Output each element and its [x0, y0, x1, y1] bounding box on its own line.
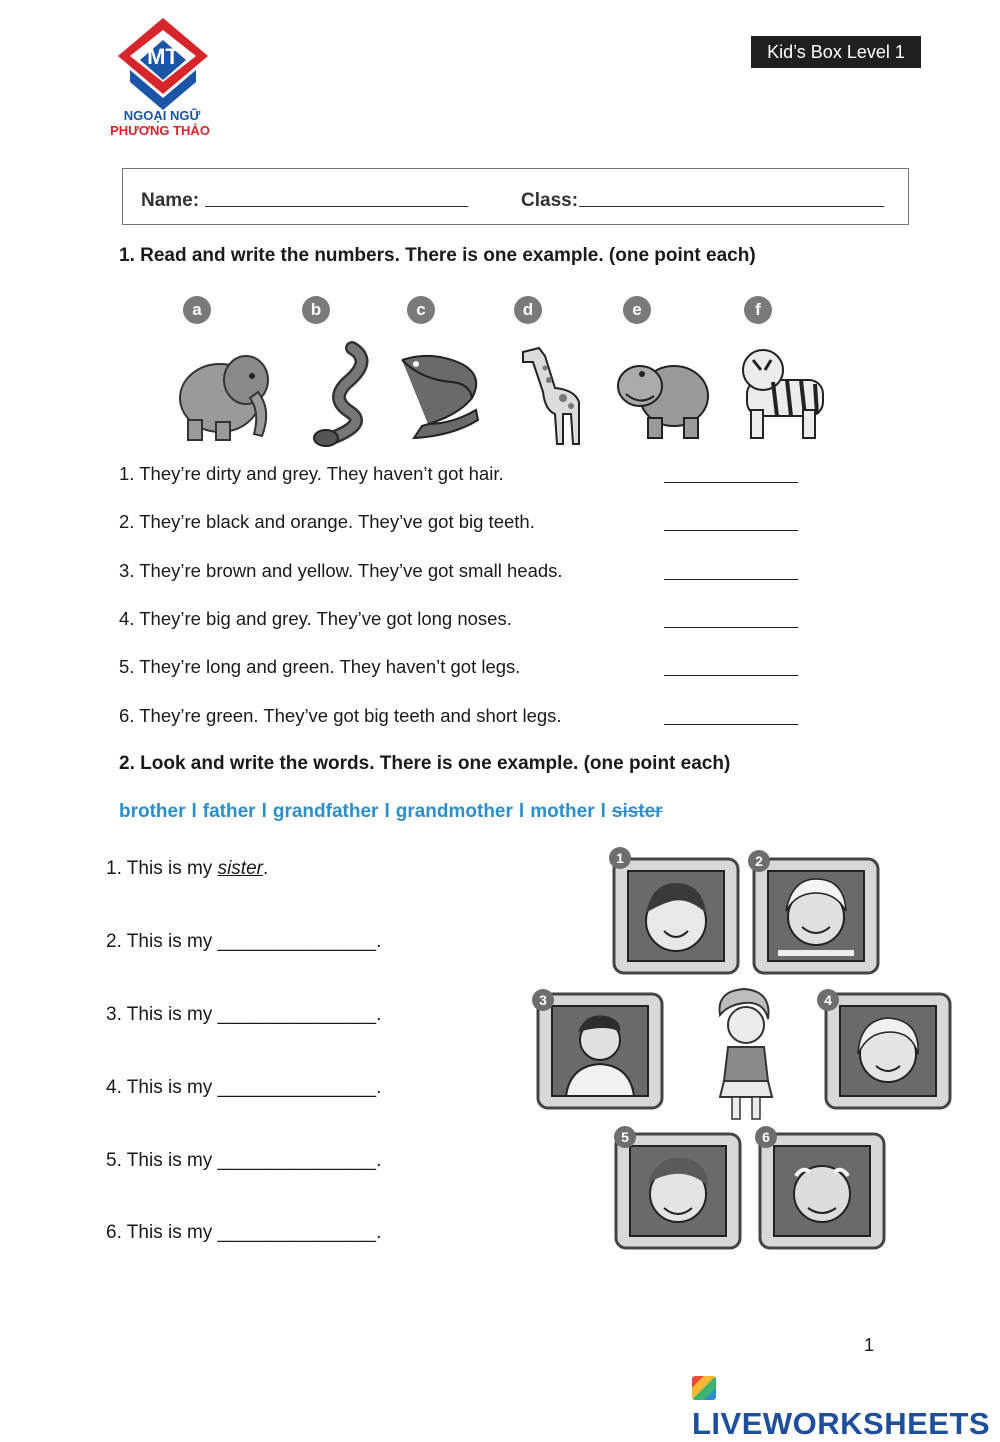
animal-letter-a: a	[183, 296, 211, 324]
tiger-icon	[733, 325, 843, 465]
portrait-frame-2	[752, 857, 880, 975]
animal-answer-line-3[interactable]	[664, 579, 798, 580]
word-separator: l	[518, 801, 525, 822]
logo-monogram: MT	[147, 44, 179, 69]
example-answer: sister	[217, 858, 263, 879]
portrait-frame-1	[612, 857, 740, 975]
answer-blank[interactable]: _______________	[217, 1222, 377, 1243]
section1-heading: 1. Read and write the numbers. There is one example. (one point each)	[119, 245, 756, 266]
frame-number-5: 5	[614, 1126, 636, 1148]
item-number: 1.	[106, 858, 122, 879]
liveworksheets-watermark	[692, 1370, 1000, 1442]
portrait-frame-5	[614, 1132, 742, 1250]
level-badge: Kid’s Box Level 1	[751, 36, 921, 68]
word-sister-crossed: sister	[611, 801, 663, 822]
answer-blank[interactable]: _______________	[217, 1077, 377, 1098]
crocodile-icon	[392, 325, 502, 465]
frame-number-6: 6	[755, 1126, 777, 1148]
family-sentence-5: 5. This is my _______________.	[106, 1150, 382, 1171]
family-sentence-3: 3. This is my _______________.	[106, 1004, 382, 1025]
section2-heading: 2. Look and write the words. There is one example. (one point each)	[119, 753, 731, 774]
sentence-prefix: This is my	[126, 858, 213, 879]
animal-question-2: 2. They’re black and orange. They’ve got big teeth.	[119, 511, 535, 532]
girl-figure-icon	[700, 985, 790, 1125]
sentence-prefix: This is my	[126, 1222, 213, 1243]
word-bank	[119, 801, 663, 823]
frame-number-1: 1	[609, 847, 631, 869]
word-father: father	[202, 801, 256, 822]
name-label: Name:	[141, 190, 200, 211]
liveworksheets-text: LIVEWORKSHEETS	[692, 1406, 991, 1441]
animal-question-3: 3. They’re brown and yellow. They’ve got small heads.	[119, 560, 563, 581]
animal-letter-b: b	[302, 296, 330, 324]
word-separator: l	[191, 801, 197, 822]
word-grandmother: grandmother	[395, 801, 513, 822]
frame-number-4: 4	[817, 989, 839, 1011]
name-class-box	[122, 168, 909, 225]
family-sentence-4: 4. This is my _______________.	[106, 1077, 382, 1098]
page-number: 1	[864, 1335, 875, 1355]
animal-question-1: 1. They’re dirty and grey. They haven’t got hair.	[119, 463, 504, 484]
class-label: Class:	[521, 190, 579, 211]
animal-letter-d: d	[514, 296, 542, 324]
frame-number-3: 3	[532, 989, 554, 1011]
word-separator: l	[600, 801, 606, 822]
class-input-line[interactable]	[579, 206, 884, 207]
family-sentence-2: 2. This is my _______________.	[106, 931, 382, 952]
item-number: 2.	[106, 931, 122, 952]
animal-answer-line-5[interactable]	[664, 675, 798, 676]
animal-letter-e: e	[623, 296, 651, 324]
logo-text-line2: PHƯƠNG THẢO	[110, 123, 210, 138]
word-brother: brother	[119, 801, 186, 822]
snake-icon	[292, 325, 402, 465]
answer-blank[interactable]: _______________	[217, 1150, 377, 1171]
answer-blank[interactable]: _______________	[217, 1004, 377, 1025]
portrait-frame-4	[824, 992, 952, 1110]
word-separator: l	[261, 801, 267, 822]
elephant-icon	[172, 325, 282, 465]
frame-number-2: 2	[748, 850, 770, 872]
liveworksheets-icon	[692, 1376, 716, 1400]
animal-answer-line-2[interactable]	[664, 530, 798, 531]
animal-answer-line-4[interactable]	[664, 627, 798, 628]
logo-text-line1: NGOẠI NGỮ	[123, 108, 201, 123]
animal-question-4: 4. They’re big and grey. They’ve got long noses.	[119, 608, 512, 629]
name-input-line[interactable]	[205, 206, 468, 207]
word-mother: mother	[530, 801, 595, 822]
animal-letter-f: f	[744, 296, 772, 324]
item-number: 4.	[106, 1077, 122, 1098]
sentence-prefix: This is my	[126, 1150, 213, 1171]
sentence-prefix: This is my	[126, 1077, 213, 1098]
animal-answer-line-6[interactable]	[664, 724, 798, 725]
animal-letter-c: c	[407, 296, 435, 324]
item-number: 3.	[106, 1004, 122, 1025]
family-sentence-1: 1. This is my sister.	[106, 858, 269, 879]
animal-answer-line-1[interactable]	[664, 482, 798, 483]
word-grandfather: grandfather	[272, 801, 379, 822]
animal-question-5: 5. They’re long and green. They haven’t got legs.	[119, 656, 521, 677]
word-separator: l	[384, 801, 390, 822]
portrait-frame-6	[758, 1132, 886, 1250]
portrait-frame-3	[536, 992, 664, 1110]
animal-question-6: 6. They’re green. They’ve got big teeth and short legs.	[119, 705, 562, 726]
item-number: 5.	[106, 1150, 122, 1171]
giraffe-icon	[505, 325, 615, 465]
hippo-icon	[612, 325, 722, 465]
sentence-prefix: This is my	[126, 1004, 213, 1025]
sentence-prefix: This is my	[126, 931, 213, 952]
item-number: 6.	[106, 1222, 122, 1243]
family-sentence-6: 6. This is my _______________.	[106, 1222, 382, 1243]
answer-blank[interactable]: _______________	[217, 931, 377, 952]
